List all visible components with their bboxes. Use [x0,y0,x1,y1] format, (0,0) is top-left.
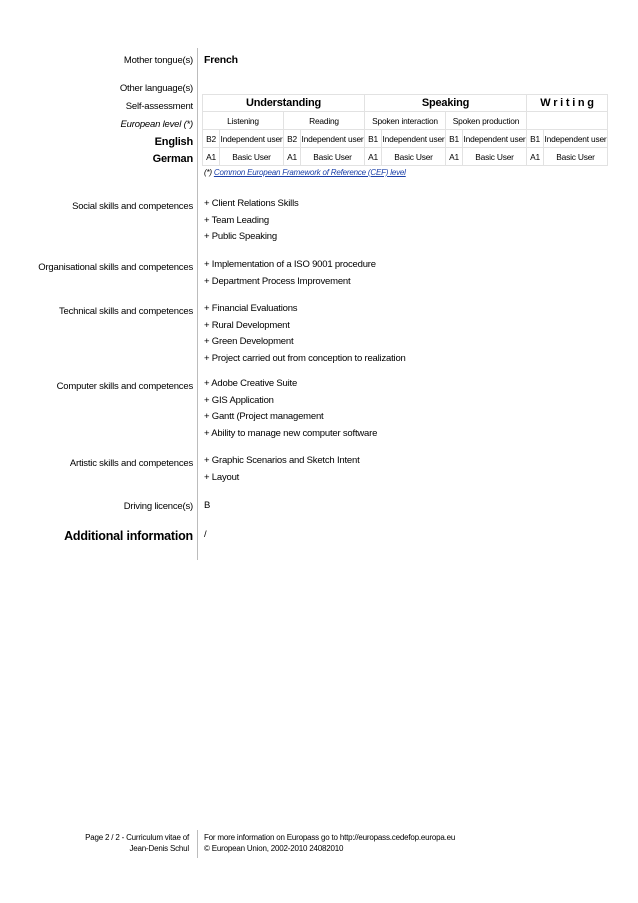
social-skills-label: Social skills and competences [72,201,193,212]
table-cell: B1 [527,130,544,148]
table-row-german [203,148,608,166]
footer-page-info: Page 2 / 2 - Curriculum vitae of [85,833,189,842]
list-item: + GIS Application [204,394,274,406]
footer-left [85,833,189,854]
subheader-listening: Listening [203,112,284,130]
table-cell: Independent user [301,130,365,148]
list-item: + Project carried out from conception to realization [204,352,406,364]
table-cell: Basic User [382,148,446,166]
technical-skills-label: Technical skills and competences [58,306,193,317]
table-cell: Independent user [382,130,446,148]
language-table [202,94,608,166]
mother-tongue-label: Mother tongue(s) [123,55,193,66]
table-cell: B1 [446,130,463,148]
subheader-reading: Reading [284,112,365,130]
table-row-english [203,130,608,148]
language-name-german: German [152,153,193,165]
driving-licence-value: B [204,500,211,511]
artistic-skills-list [204,453,360,486]
technical-skills-list [204,301,406,367]
list-item: + Green Development [204,336,294,348]
table-cell: Basic User [301,148,365,166]
subheader-spoken-interaction: Spoken interaction [365,112,446,130]
list-item: + Ability to manage new computer software [204,427,378,439]
computer-skills-label: Computer skills and competences [56,381,193,392]
footer-divider [197,830,198,858]
social-skills-list [204,196,299,246]
cef-link[interactable]: Common European Framework of Reference (CEF) level [213,168,406,177]
table-cell: B1 [365,130,382,148]
table-cell: A1 [203,148,220,166]
column-divider [197,48,198,560]
cef-note [204,168,406,177]
list-item: + Implementation of a ISO 9001 procedure [204,259,376,270]
footer-europass-info: For more information on Europass go to http://europass.cedefop.europa.eu [204,833,456,842]
table-cell: Independent user [544,130,608,148]
table-cell: Basic User [463,148,527,166]
table-cell: A1 [284,148,301,166]
subheader-writing-empty [527,112,608,130]
additional-information-value: / [204,529,207,540]
list-item: + Client Relations Skills [204,198,299,209]
header-speaking: Speaking [365,95,527,112]
driving-licence-label: Driving licence(s) [123,501,193,512]
list-item: + Graphic Scenarios and Sketch Intent [204,455,360,466]
header-understanding: Understanding [203,95,365,112]
language-name-english: English [154,136,193,148]
organisational-skills-list [204,257,376,290]
list-item: + Gantt (Project management [204,411,324,423]
list-item: + Rural Development [204,319,290,331]
table-cell: Basic User [544,148,608,166]
organisational-skills-label: Organisational skills and competences [38,262,193,273]
european-level-label: European level (*) [120,119,193,130]
table-cell: A1 [365,148,382,166]
header-writing: W r i t i n g [527,95,608,112]
table-cell: Basic User [220,148,284,166]
cef-prefix: (*) [204,168,214,177]
list-item: + Team Leading [204,214,269,226]
footer-copyright: © European Union, 2002-2010 24082010 [204,843,344,853]
table-cell: A1 [446,148,463,166]
list-item: + Financial Evaluations [204,303,298,314]
self-assessment-label: Self-assessment [125,101,193,112]
list-item: + Adobe Creative Suite [204,378,298,389]
table-cell: A1 [527,148,544,166]
footer-right [204,833,455,854]
table-cell: Independent user [220,130,284,148]
table-cell: B2 [284,130,301,148]
table-cell: B2 [203,130,220,148]
other-languages-label: Other language(s) [119,83,193,94]
subheader-spoken-production: Spoken production [446,112,527,130]
list-item: + Layout [204,471,240,483]
computer-skills-list [204,376,377,442]
list-item: + Public Speaking [204,231,277,243]
mother-tongue-value: French [204,54,238,66]
additional-information-label: Additional information [64,529,193,543]
artistic-skills-label: Artistic skills and competences [69,458,193,469]
table-cell: Independent user [463,130,527,148]
footer-author: Jean-Denis Schul [129,843,189,853]
list-item: + Department Process Improvement [204,275,351,287]
